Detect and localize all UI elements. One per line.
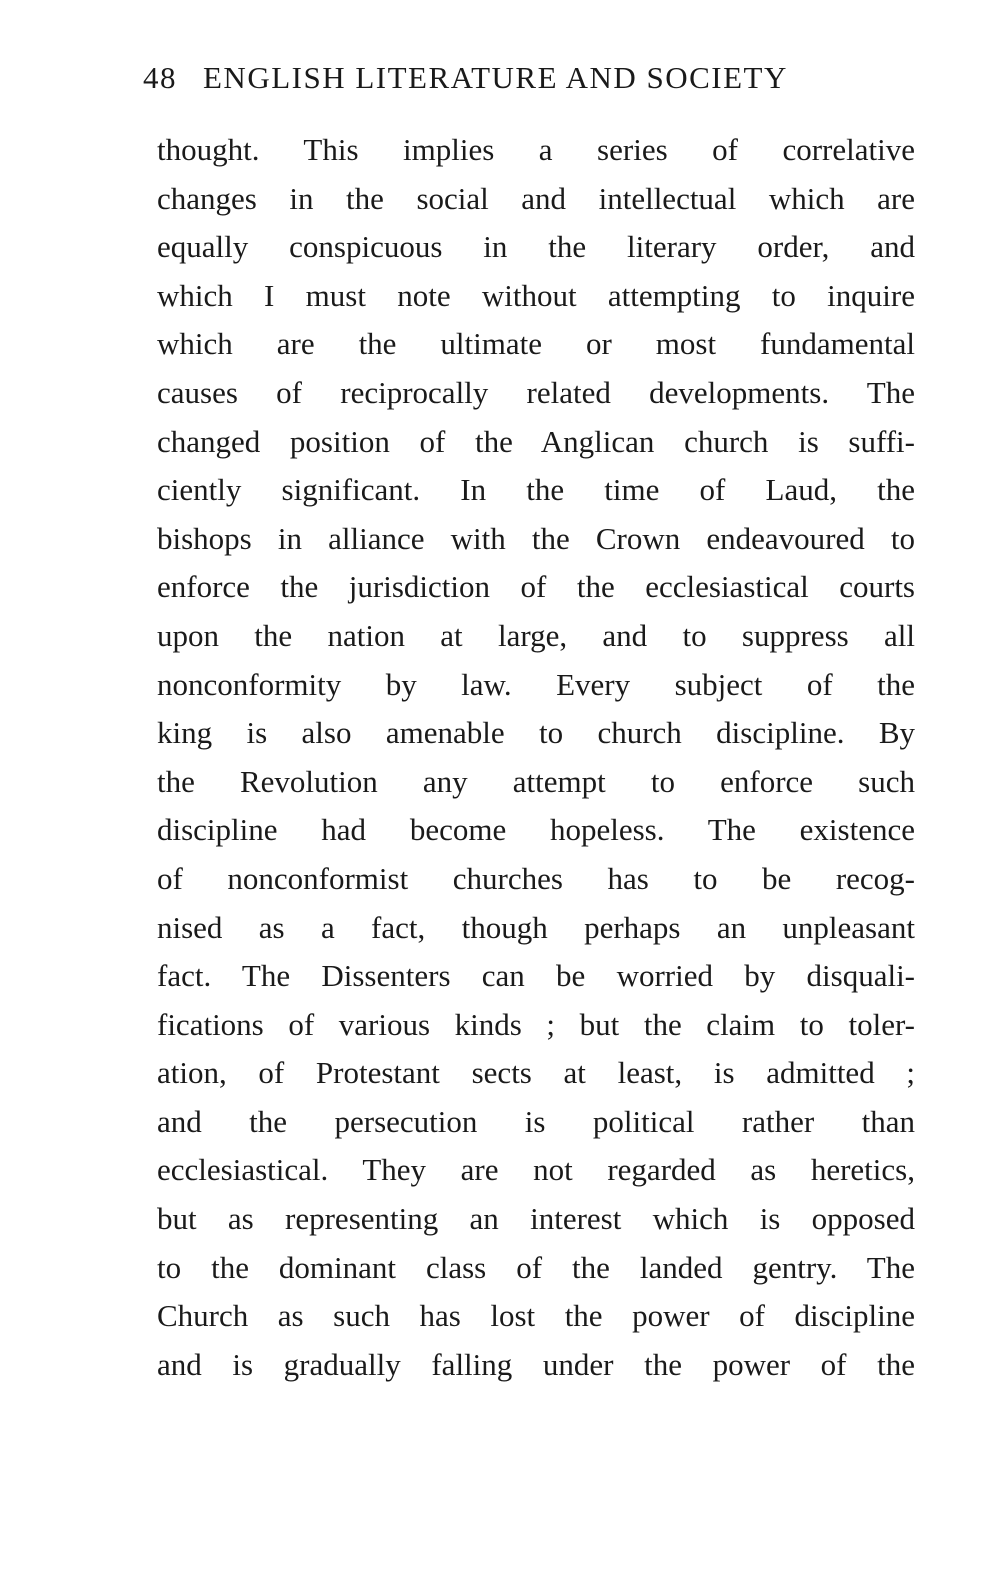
text-line: and the persecution is political rather than — [157, 1103, 915, 1139]
text-line: fications of various kinds ; but the claim to toler- — [157, 1006, 915, 1042]
text-line: the Revolution any attempt to enforce such — [157, 763, 915, 799]
text-line: changed position of the Anglican church is suffi- — [157, 423, 915, 459]
running-head — [143, 60, 918, 104]
text-line: of nonconformist churches has to be recog- — [157, 860, 915, 896]
text-line: king is also amenable to church discipline. By — [157, 715, 915, 751]
text-line: ciently significant. In the time of Laud, the — [157, 472, 915, 508]
text-line: but as representing an interest which is opposed — [157, 1201, 915, 1237]
text-line: thought. This implies a series of correlative — [157, 132, 915, 167]
text-line: ecclesiastical. They are not regarded as heretics, — [157, 1152, 915, 1188]
text-line: causes of reciprocally related developments. The — [157, 374, 915, 410]
text-line: enforce the jurisdiction of the ecclesiastical courts — [157, 569, 915, 605]
text-line: bishops in alliance with the Crown endeavoured to — [157, 520, 915, 556]
text-line: nised as a fact, though perhaps an unpleasant — [157, 909, 915, 945]
text-line: which are the ultimate or most fundamental — [157, 326, 915, 362]
text-line: nonconformity by law. Every subject of the — [157, 666, 915, 702]
running-title: ENGLISH LITERATURE AND SOCIETY — [203, 60, 788, 95]
text-line: ation, of Protestant sects at least, is admitted ; — [157, 1055, 915, 1091]
text-line: fact. The Dissenters can be worried by disquali- — [157, 958, 915, 994]
text-line: equally conspicuous in the literary order, and — [157, 229, 915, 265]
body-text — [157, 126, 915, 1389]
page-number: 48 — [143, 60, 177, 95]
text-line: discipline had become hopeless. The existence — [157, 812, 915, 848]
text-line: Church as such has lost the power of discipline — [157, 1298, 915, 1334]
text-line: changes in the social and intellectual which are — [157, 180, 915, 216]
text-line: upon the nation at large, and to suppress all — [157, 617, 915, 653]
text-line: and is gradually falling under the power of the — [157, 1346, 915, 1382]
text-line: to the dominant class of the landed gentry. The — [157, 1249, 915, 1285]
text-line: which I must note without attempting to inquire — [157, 277, 915, 313]
